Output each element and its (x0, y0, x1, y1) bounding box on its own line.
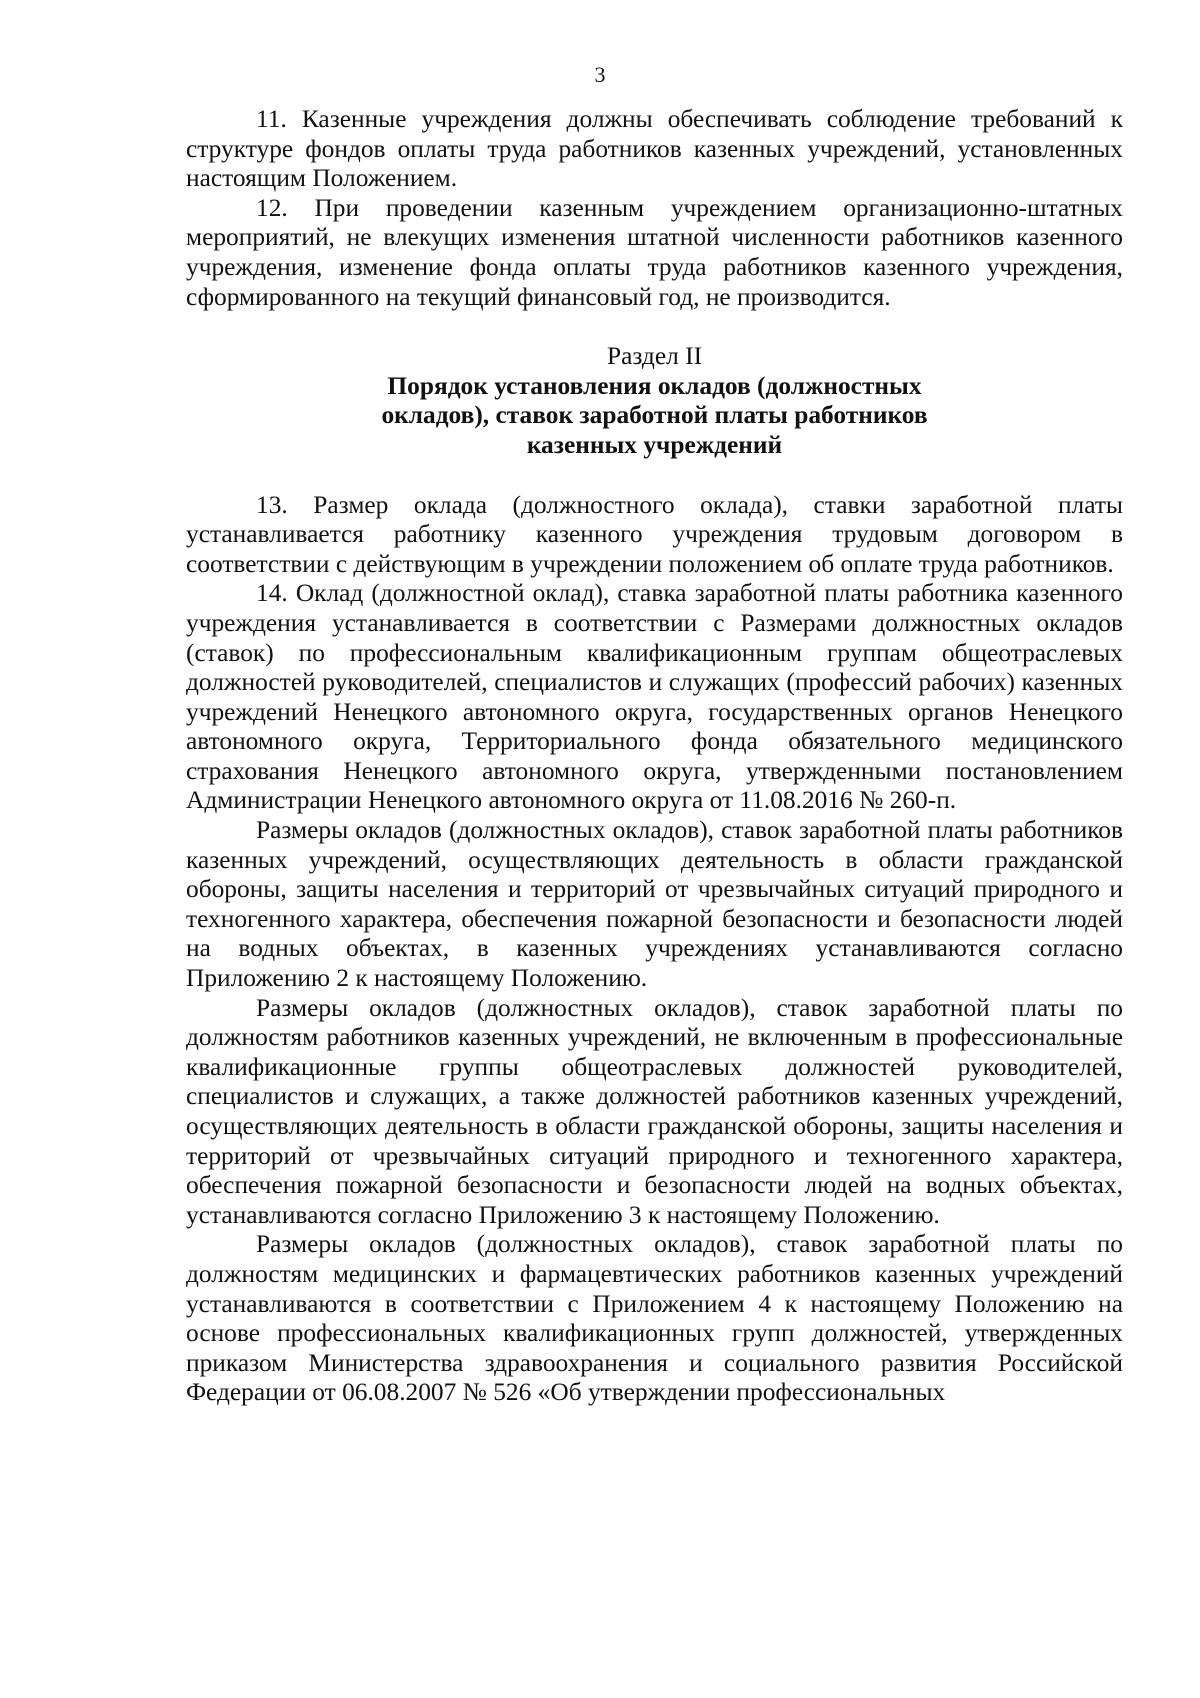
document-body (186, 105, 1123, 1408)
paragraph-14-medical: Размеры окладов (должностных окладов), ставок заработной платы по должностям медицинских и фармацевтических работников казенных учреждений устанавливаются в соответствии с Приложением 4 к настоящему Положению на основе профессиональных квалификационных групп должностей, утвержденных приказом Министерства здравоохранения и социального развития Российской Федерации от 06.08.2007 № 526 «Об утверждении профессиональных (186, 1230, 1123, 1407)
paragraph-12: 12. При проведении казенным учреждением организационно-штатных мероприятий, не влекущих изменения штатной численности работников казенного учреждения, изменение фонда оплаты труда работников казенного учреждения, сформированного на текущий финансовый год, не производится. (186, 193, 1123, 311)
paragraph-14-civil-defense: Размеры окладов (должностных окладов), ставок заработной платы работников казенных учреждений, осуществляющих деятельность в области гражданской обороны, защиты населения и территорий от чрезвычайных ситуаций природного и техногенного характера, обеспечения пожарной безопасности и безопасности людей на водных объектах, в казенных учреждениях устанавливаются согласно Приложению 2 к настоящему Положению. (186, 816, 1123, 993)
paragraph-11: 11. Казенные учреждения должны обеспечивать соблюдение требований к структуре фондов оплаты труда работников казенных учреждений, установленных настоящим Положением. (186, 105, 1123, 193)
section-title: Порядок установления окладов (должностных окладов), ставок заработной платы работников казенных учреждений (381, 371, 928, 459)
section-label: Раздел II (606, 342, 703, 371)
section-heading (186, 342, 1123, 460)
paragraph-13: 13. Размер оклада (должностного оклада), ставки заработной платы устанавливается работнику казенного учреждения трудовым договором в соответствии с действующим в учреждении положением об оплате труда работников. (186, 490, 1123, 578)
page-number: 3 (594, 62, 606, 87)
paragraph-14: 14. Оклад (должностной оклад), ставка заработной платы работника казенного учреждения устанавливается в соответствии с Размерами должностных окладов (ставок) по профессиональным квалификационным группам общеотраслевых должностей руководителей, специалистов и служащих (профессий рабочих) казенных учреждений Ненецкого автономного округа, государственных органов Ненецкого автономного округа, Территориального фонда обязательного медицинского страхования Ненецкого автономного округа, утвержденными постановлением Администрации Ненецкого автономного округа от 11.08.2016 № 260-п. (186, 579, 1123, 815)
paragraph-14-other-positions: Размеры окладов (должностных окладов), ставок заработной платы по должностям работников казенных учреждений, не включенным в профессиональные квалификационные группы общеотраслевых должностей руководителей, специалистов и служащих, а также должностей работников казенных учреждений, осуществляющих деятельность в области гражданской обороны, защиты населения и территорий от чрезвычайных ситуаций природного и техногенного характера, обеспечения пожарной безопасности и безопасности людей на водных объектах, устанавливаются согласно Приложению 3 к настоящему Положению. (186, 993, 1123, 1229)
